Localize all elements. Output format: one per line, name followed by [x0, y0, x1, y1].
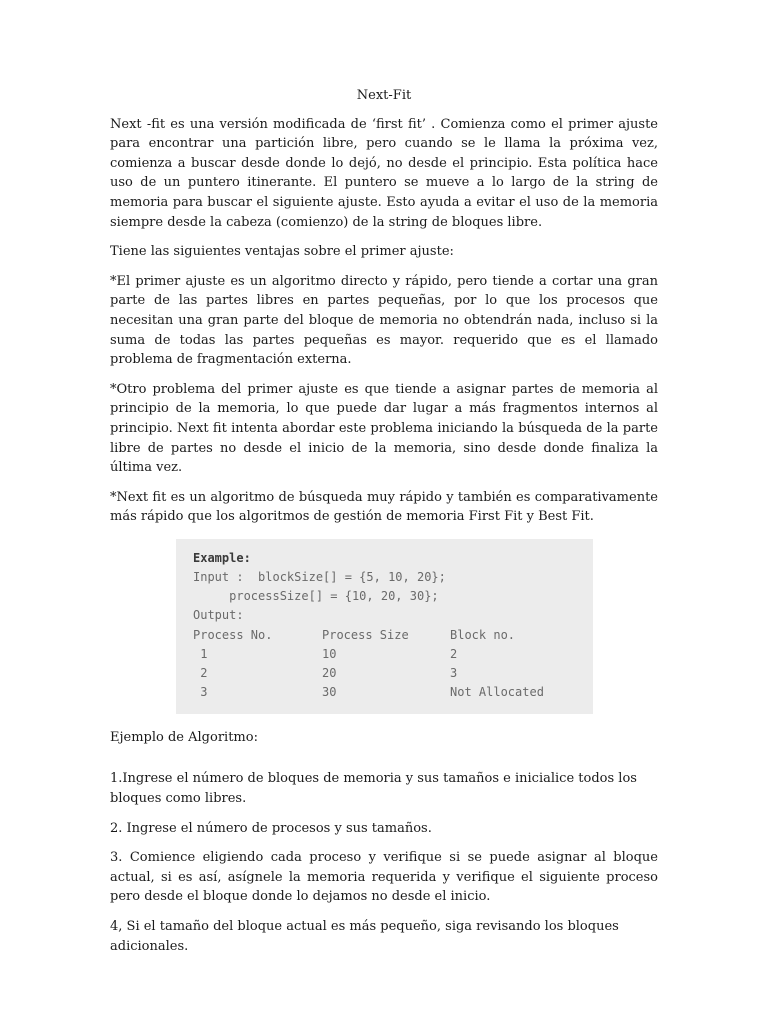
- code-output-label: Output:: [193, 608, 244, 623]
- code-table-header: [193, 626, 593, 645]
- advantages-heading: Tiene las siguientes ventajas sobre el primer ajuste:: [110, 244, 454, 260]
- code-heading: Example:: [193, 550, 251, 565]
- code-cell: 2: [450, 646, 458, 661]
- code-table-row: [193, 645, 593, 664]
- algorithm-step-4: 4, Si el tamaño del bloque actual es más pequeño, siga revisando los bloques adicionales.: [110, 919, 619, 954]
- code-cell: 10: [322, 646, 337, 661]
- advantage-paragraph-2: *Otro problema del primer ajuste es que tiende a asignar partes de memoria al principio de la memoria, lo que puede dar lugar a más fragmentos internos al principio. Next fit intenta abordar este problema iniciando la búsqueda de la parte libre de partes no desde el inicio de la memoria, sino desde donde finaliza la última vez.: [110, 381, 658, 476]
- code-header-process-size: Process Size: [322, 627, 409, 642]
- page-title: Next-Fit: [356, 88, 412, 103]
- code-cell: 1: [193, 646, 208, 661]
- advantage-paragraph-1: *El primer ajuste es un algoritmo directo y rápido, pero tiende a cortar una gran parte de las partes libres en partes pequeñas, por lo que los procesos que necesitan una gran parte del bloque de memoria no obtendrán nada, incluso si la suma de todas las partes pequeñas es mayor. requerido que es el llamado problema de fragmentación externa.: [110, 273, 658, 368]
- algorithm-heading: Ejemplo de Algoritmo:: [110, 729, 258, 745]
- code-header-process-no: Process No.: [193, 627, 273, 642]
- code-cell: 30: [322, 685, 337, 700]
- document-page: [110, 86, 658, 966]
- code-cell: 20: [322, 666, 337, 681]
- code-input-line: Input : blockSize[] = {5, 10, 20};: [193, 570, 446, 585]
- spacer: [110, 747, 658, 769]
- code-cell: Not Allocated: [450, 685, 544, 700]
- algorithm-step-1: 1.Ingrese el número de bloques de memoria y sus tamaños e inicialice todos los bloques como libres.: [110, 771, 637, 807]
- advantage-paragraph-3: *Next fit es un algoritmo de búsqueda muy rápido y también es comparativamente más rápido que los algoritmos de gestión de memoria First Fit y Best Fit.: [110, 489, 658, 525]
- code-table-row: [193, 683, 593, 702]
- intro-paragraph: Next -fit es una versión modificada de ‘first fit’ . Comienza como el primer ajuste para encontrar una partición libre, pero cuando se le llama la próxima vez, comienza a buscar desde donde lo dejó, no desde el principio. Esta política hace uso de un puntero itinerante. El puntero se mueve a lo largo de la string de memoria para buscar el siguiente ajuste. Esto ayuda a evitar el uso de la memoria siempre desde la cabeza (comienzo) de la string de bloques libre.: [110, 116, 658, 230]
- code-process-line: processSize[] = {10, 20, 30};: [193, 589, 439, 604]
- algorithm-step-3: 3. Comience eligiendo cada proceso y verifique si se puede asignar al bloque actual, si es así, asígnele la memoria requerida y verifique el siguiente proceso pero desde el bloque donde lo dejamos no desde el inicio.: [110, 850, 658, 905]
- example-code-block: [176, 539, 593, 714]
- code-cell: 3: [193, 685, 208, 700]
- code-cell: 2: [193, 666, 208, 681]
- code-header-block-no: Block no.: [450, 627, 516, 642]
- code-table-row: [193, 664, 593, 683]
- code-cell: 3: [450, 666, 458, 681]
- algorithm-step-2: 2. Ingrese el número de procesos y sus tamaños.: [110, 820, 432, 836]
